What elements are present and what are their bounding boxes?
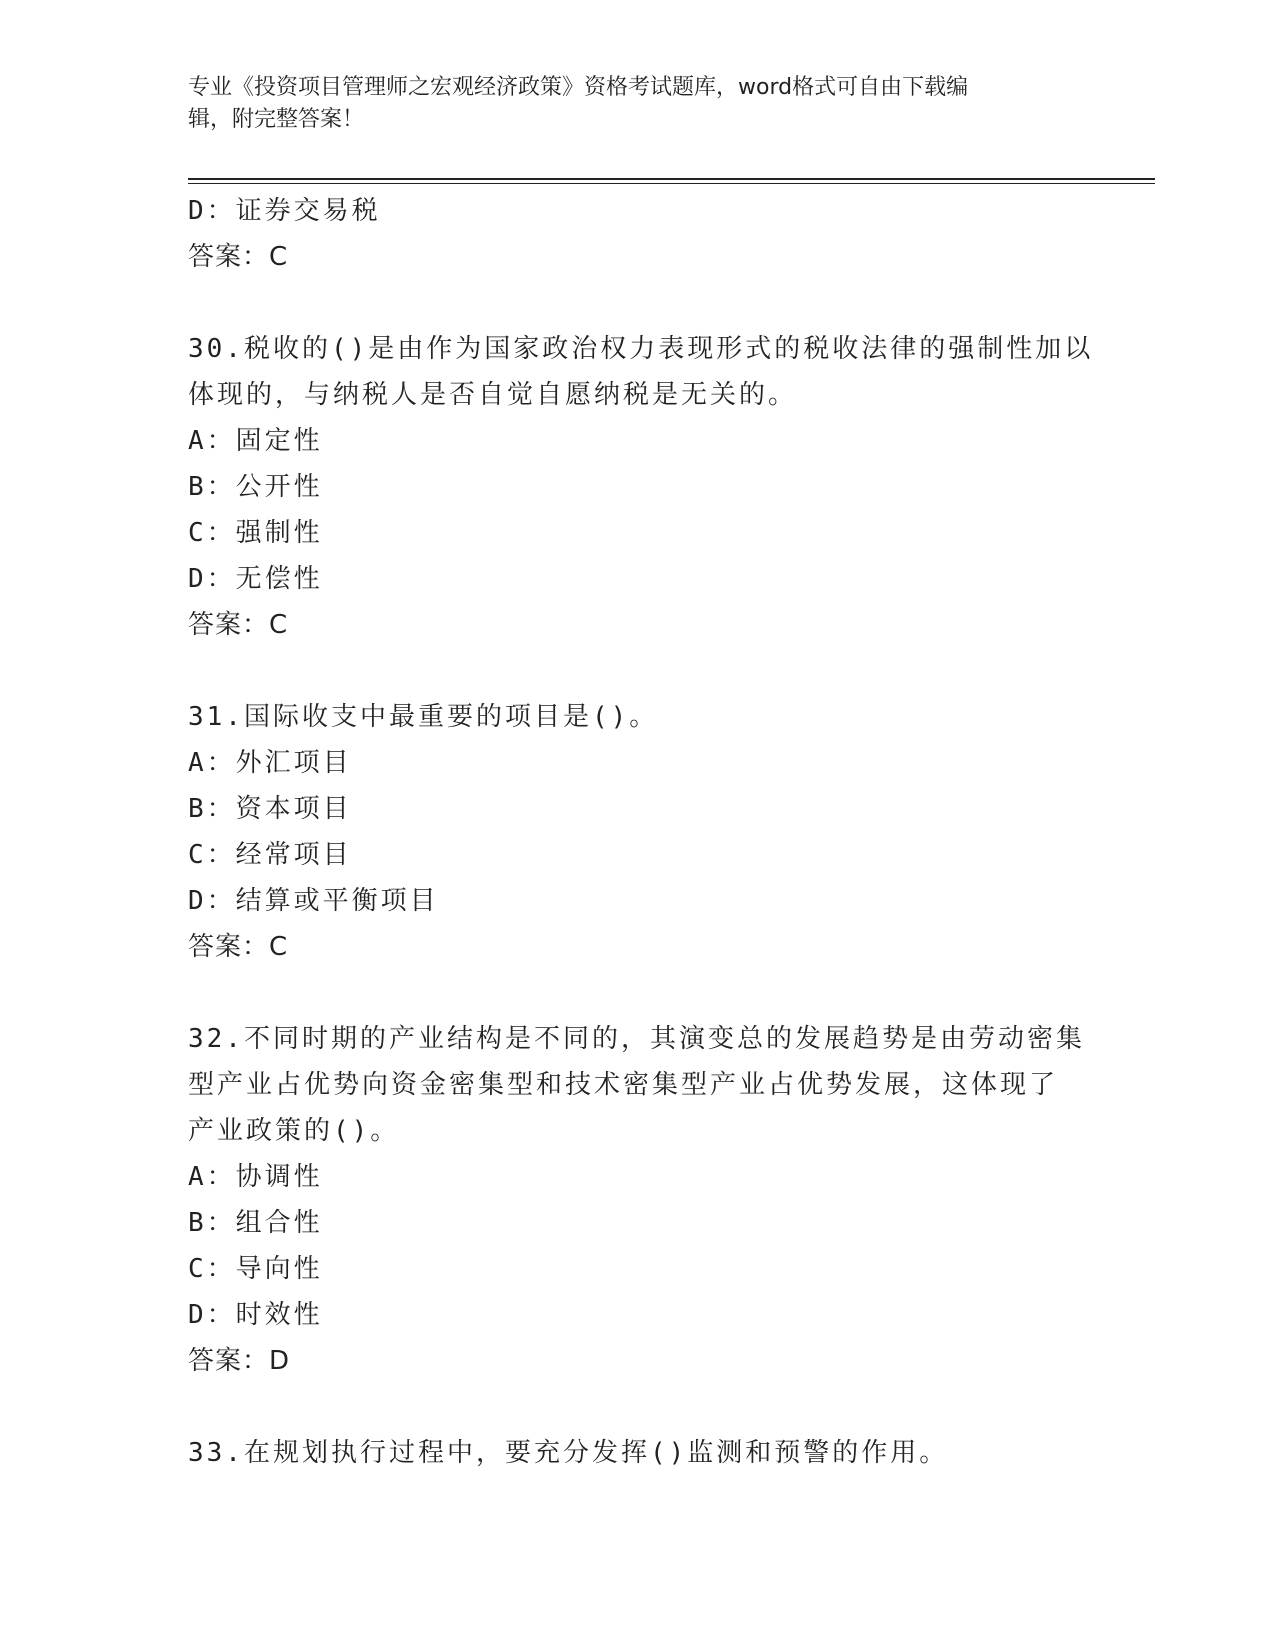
question-stem: 产业政策的()。 [188,1116,400,1146]
question-stem: 体现的，与纳税人是否自觉自愿纳税是无关的。 [188,380,798,410]
header-line-1: 专业《投资项目管理师之宏观经济政策》资格考试题库，word格式可自由下载编 [188,75,969,100]
option-a: A：固定性 [188,426,323,456]
option-b: B：公开性 [188,472,323,502]
question-30 [188,326,1094,648]
option-d: D：结算或平衡项目 [188,886,439,916]
question-stem: 32.不同时期的产业结构是不同的，其演变总的发展趋势是由劳动密集 [188,1024,1085,1054]
question-31 [188,694,1088,970]
document-header [188,72,1068,136]
question-stem: 31.国际收支中最重要的项目是()。 [188,702,659,732]
question-32 [188,1016,1088,1384]
question-stem: 30.税收的()是由作为国家政治权力表现形式的税收法律的强制性加以 [188,334,1094,364]
header-rule-thin [188,183,1155,184]
option-d: D：无偿性 [188,564,323,594]
option-c: C：强制性 [188,518,323,548]
option-b: B：组合性 [188,1208,323,1238]
option-a: A：协调性 [188,1162,323,1192]
answer: 答案：D [188,1346,291,1376]
prev-option-d: D：证券交易税 [188,196,381,226]
option-b: B：资本项目 [188,794,352,824]
option-c: C：经常项目 [188,840,352,870]
header-rule-thick [188,178,1155,180]
option-a: A：外汇项目 [188,748,352,778]
prev-answer: 答案：C [188,242,289,272]
question-list [188,188,1094,1476]
answer: 答案：C [188,610,289,640]
question-stem: 33.在规划执行过程中，要充分发挥()监测和预警的作用。 [188,1438,949,1468]
question-stem: 型产业占优势向资金密集型和技术密集型产业占优势发展，这体现了 [188,1070,1059,1100]
answer: 答案：C [188,932,289,962]
option-d: D：时效性 [188,1300,323,1330]
option-c: C：导向性 [188,1254,323,1284]
header-line-2: 辑，附完整答案！ [188,107,365,132]
question-33 [188,1430,1088,1476]
